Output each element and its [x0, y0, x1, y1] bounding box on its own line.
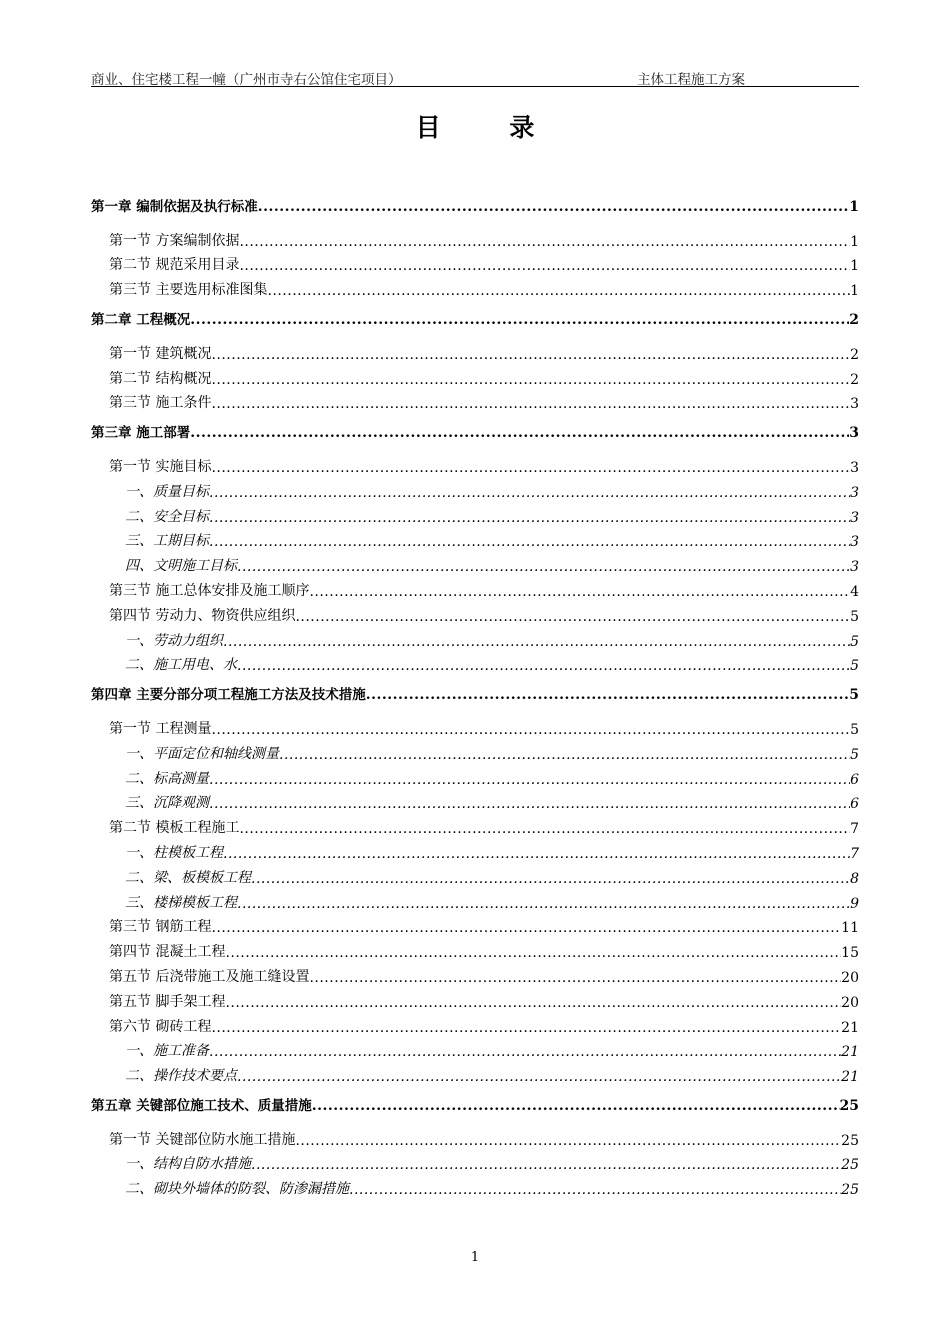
toc-leader-dots	[211, 460, 850, 476]
toc-chapter-entry[interactable]	[91, 416, 859, 441]
toc-leader-dots	[239, 234, 850, 250]
toc-entry-label: 第五章 关键部位施工技术、质量措施	[91, 1097, 312, 1114]
toc-section-entry[interactable]	[91, 250, 859, 275]
toc-entry-page: 1	[850, 233, 859, 250]
toc-entry-page: 20	[841, 994, 859, 1011]
toc-entry-page: 2	[850, 346, 859, 363]
toc-entry-page: 1	[849, 198, 859, 215]
toc-item-entry[interactable]	[91, 862, 859, 887]
toc-entry-page: 21	[841, 1044, 859, 1061]
toc-leader-dots	[223, 634, 850, 650]
toc-section-entry[interactable]	[91, 912, 859, 937]
toc-section-entry[interactable]	[91, 274, 859, 299]
toc-leader-dots	[209, 796, 850, 812]
toc-leader-dots	[267, 283, 850, 299]
toc-entry-page: 4	[850, 583, 859, 600]
toc-entry-label: 三、工期目标	[125, 533, 209, 550]
toc-leader-dots	[237, 559, 850, 575]
toc-entry-page: 5	[850, 721, 859, 738]
toc-section-entry[interactable]	[91, 936, 859, 961]
toc-item-entry[interactable]	[91, 1173, 859, 1198]
toc-entry-page: 3	[850, 559, 859, 576]
running-header	[91, 66, 859, 87]
toc-leader-dots	[349, 1182, 841, 1198]
toc-item-entry[interactable]	[91, 738, 859, 763]
toc-section-entry[interactable]	[91, 1011, 859, 1036]
toc-entry-page: 25	[841, 1157, 859, 1174]
toc-section-entry[interactable]	[91, 363, 859, 388]
toc-entry-label: 二、标高测量	[125, 770, 209, 787]
toc-item-entry[interactable]	[91, 763, 859, 788]
toc-entry-page: 9	[850, 895, 859, 912]
toc-entry-page: 3	[850, 396, 859, 413]
toc-section-entry[interactable]	[91, 986, 859, 1011]
toc-entry-label: 一、平面定位和轴线测量	[125, 745, 279, 762]
toc-section-entry[interactable]	[91, 338, 859, 363]
toc-leader-dots	[211, 396, 850, 412]
toc-entry-page: 25	[839, 1097, 859, 1114]
toc-leader-dots	[239, 821, 850, 837]
toc-leader-dots	[209, 485, 850, 501]
toc-item-entry[interactable]	[91, 501, 859, 526]
toc-section-entry[interactable]	[91, 575, 859, 600]
toc-leader-dots	[211, 347, 850, 363]
toc-entry-label: 一、柱模板工程	[125, 844, 223, 861]
toc-item-entry[interactable]	[91, 625, 859, 650]
toc-leader-dots	[309, 584, 850, 600]
page-title: 目 录	[415, 113, 565, 142]
toc-entry-page: 5	[849, 687, 859, 704]
toc-entry-page: 6	[850, 796, 859, 813]
toc-section-entry[interactable]	[91, 713, 859, 738]
toc-chapter-entry[interactable]	[91, 1089, 859, 1114]
toc-entry-page: 5	[850, 746, 859, 763]
toc-entry-label: 第二节 结构概况	[109, 370, 212, 387]
toc-section-entry[interactable]	[91, 961, 859, 986]
toc-leader-dots	[209, 510, 850, 526]
toc-entry-label: 二、梁、板模板工程	[125, 869, 251, 886]
toc-entry-page: 25	[841, 1132, 859, 1149]
toc-leader-dots	[237, 658, 850, 674]
toc-entry-label: 第一节 方案编制依据	[109, 232, 240, 249]
toc-leader-dots	[295, 1133, 841, 1149]
toc-leader-dots	[190, 425, 849, 441]
header-project-name: 商业、住宅楼工程一幢（广州市寺右公馆住宅项目）	[91, 72, 402, 88]
toc-leader-dots	[225, 995, 841, 1011]
toc-entry-label: 第六节 砌砖工程	[109, 1018, 212, 1035]
toc-entry-label: 第二节 规范采用目录	[109, 257, 240, 274]
toc-entry-label: 一、结构自防水措施	[125, 1156, 251, 1173]
toc-item-entry[interactable]	[91, 1149, 859, 1174]
toc-entry-page: 3	[849, 425, 859, 442]
table-of-contents	[91, 190, 859, 1198]
toc-entry-page: 25	[841, 1182, 859, 1199]
toc-section-entry[interactable]	[91, 600, 859, 625]
toc-entry-page: 3	[850, 459, 859, 476]
toc-entry-label: 第一节 实施目标	[109, 458, 212, 475]
toc-entry-page: 7	[850, 821, 859, 838]
toc-leader-dots	[258, 199, 850, 215]
toc-leader-dots	[223, 846, 850, 862]
toc-entry-label: 三、沉降观测	[125, 795, 209, 812]
toc-leader-dots	[279, 747, 850, 763]
toc-entry-page: 3	[850, 534, 859, 551]
toc-entry-page: 5	[850, 633, 859, 650]
toc-item-entry[interactable]	[91, 837, 859, 862]
toc-entry-label: 第二章 工程概况	[91, 311, 191, 328]
toc-entry-label: 第一节 工程测量	[109, 720, 212, 737]
toc-chapter-entry[interactable]	[91, 303, 859, 328]
toc-section-entry[interactable]	[91, 812, 859, 837]
toc-entry-label: 第二节 模板工程施工	[109, 820, 240, 837]
toc-leader-dots	[237, 896, 850, 912]
toc-leader-dots	[251, 1157, 841, 1173]
toc-item-entry[interactable]	[91, 1036, 859, 1061]
toc-entry-page: 21	[841, 1069, 859, 1086]
toc-section-entry[interactable]	[91, 451, 859, 476]
toc-entry-label: 第五节 后浇带施工及施工缝设置	[109, 968, 310, 985]
toc-entry-page: 1	[850, 283, 859, 300]
toc-chapter-entry[interactable]	[91, 678, 859, 703]
toc-leader-dots	[211, 1020, 841, 1036]
page-number: 1	[470, 1250, 480, 1265]
toc-section-entry[interactable]	[91, 225, 859, 250]
toc-entry-page: 15	[841, 945, 859, 962]
toc-entry-label: 一、施工准备	[125, 1043, 209, 1060]
toc-entry-label: 一、劳动力组织	[125, 632, 223, 649]
toc-section-entry[interactable]	[91, 1124, 859, 1149]
toc-entry-label: 第四节 劳动力、物资供应组织	[109, 607, 296, 624]
toc-entry-label: 第三节 施工总体安排及施工顺序	[109, 582, 310, 599]
toc-item-entry[interactable]	[91, 526, 859, 551]
toc-entry-label: 第三章 施工部署	[91, 425, 191, 442]
toc-leader-dots	[209, 534, 850, 550]
toc-leader-dots	[366, 687, 850, 703]
header-document-name: 主体工程施工方案	[637, 72, 745, 88]
toc-chapter-entry[interactable]	[91, 190, 859, 215]
toc-entry-label: 第一节 建筑概况	[109, 345, 212, 362]
toc-item-entry[interactable]	[91, 887, 859, 912]
toc-entry-label: 第三节 主要选用标准图集	[109, 282, 268, 299]
toc-leader-dots	[209, 772, 850, 788]
toc-entry-label: 第五节 脚手架工程	[109, 993, 226, 1010]
toc-entry-page: 2	[849, 311, 859, 328]
toc-leader-dots	[239, 258, 850, 274]
toc-item-entry[interactable]	[91, 550, 859, 575]
toc-entry-page: 20	[841, 969, 859, 986]
toc-entry-label: 第四节 混凝土工程	[109, 944, 226, 961]
toc-leader-dots	[309, 970, 841, 986]
toc-entry-label: 二、砌块外墙体的防裂、防渗漏措施	[125, 1181, 349, 1198]
toc-entry-label: 第三节 钢筋工程	[109, 919, 212, 936]
toc-entry-page: 8	[850, 870, 859, 887]
toc-item-entry[interactable]	[91, 476, 859, 501]
toc-entry-page: 5	[850, 608, 859, 625]
toc-item-entry[interactable]	[91, 1060, 859, 1085]
toc-entry-label: 第三节 施工条件	[109, 395, 212, 412]
toc-entry-label: 三、楼梯模板工程	[125, 894, 237, 911]
toc-entry-page: 7	[850, 845, 859, 862]
toc-entry-page: 3	[850, 509, 859, 526]
toc-entry-page: 2	[850, 371, 859, 388]
toc-leader-dots	[190, 312, 849, 328]
toc-entry-label: 第一章 编制依据及执行标准	[91, 198, 258, 215]
toc-item-entry[interactable]	[91, 788, 859, 813]
toc-leader-dots	[211, 920, 841, 936]
toc-entry-page: 5	[850, 658, 859, 675]
toc-leader-dots	[237, 1069, 841, 1085]
toc-leader-dots	[251, 871, 850, 887]
toc-leader-dots	[295, 609, 850, 625]
toc-leader-dots	[209, 1044, 841, 1060]
toc-entry-label: 一、质量目标	[125, 483, 209, 500]
toc-leader-dots	[211, 722, 850, 738]
toc-entry-label: 第四章 主要分部分项工程施工方法及技术措施	[91, 687, 366, 704]
toc-leader-dots	[225, 945, 841, 961]
toc-entry-page: 21	[841, 1019, 859, 1036]
toc-item-entry[interactable]	[91, 650, 859, 675]
toc-entry-label: 二、安全目标	[125, 508, 209, 525]
toc-entry-page: 3	[850, 484, 859, 501]
toc-entry-label: 二、施工用电、水	[125, 657, 237, 674]
toc-entry-label: 四、文明施工目标	[125, 558, 237, 575]
toc-entry-label: 二、操作技术要点	[125, 1068, 237, 1085]
toc-section-entry[interactable]	[91, 388, 859, 413]
toc-entry-page: 1	[850, 258, 859, 275]
toc-leader-dots	[312, 1098, 840, 1114]
toc-entry-label: 第一节 关键部位防水施工措施	[109, 1131, 296, 1148]
toc-entry-page: 6	[850, 771, 859, 788]
toc-leader-dots	[211, 372, 850, 388]
toc-entry-page: 11	[841, 920, 859, 937]
